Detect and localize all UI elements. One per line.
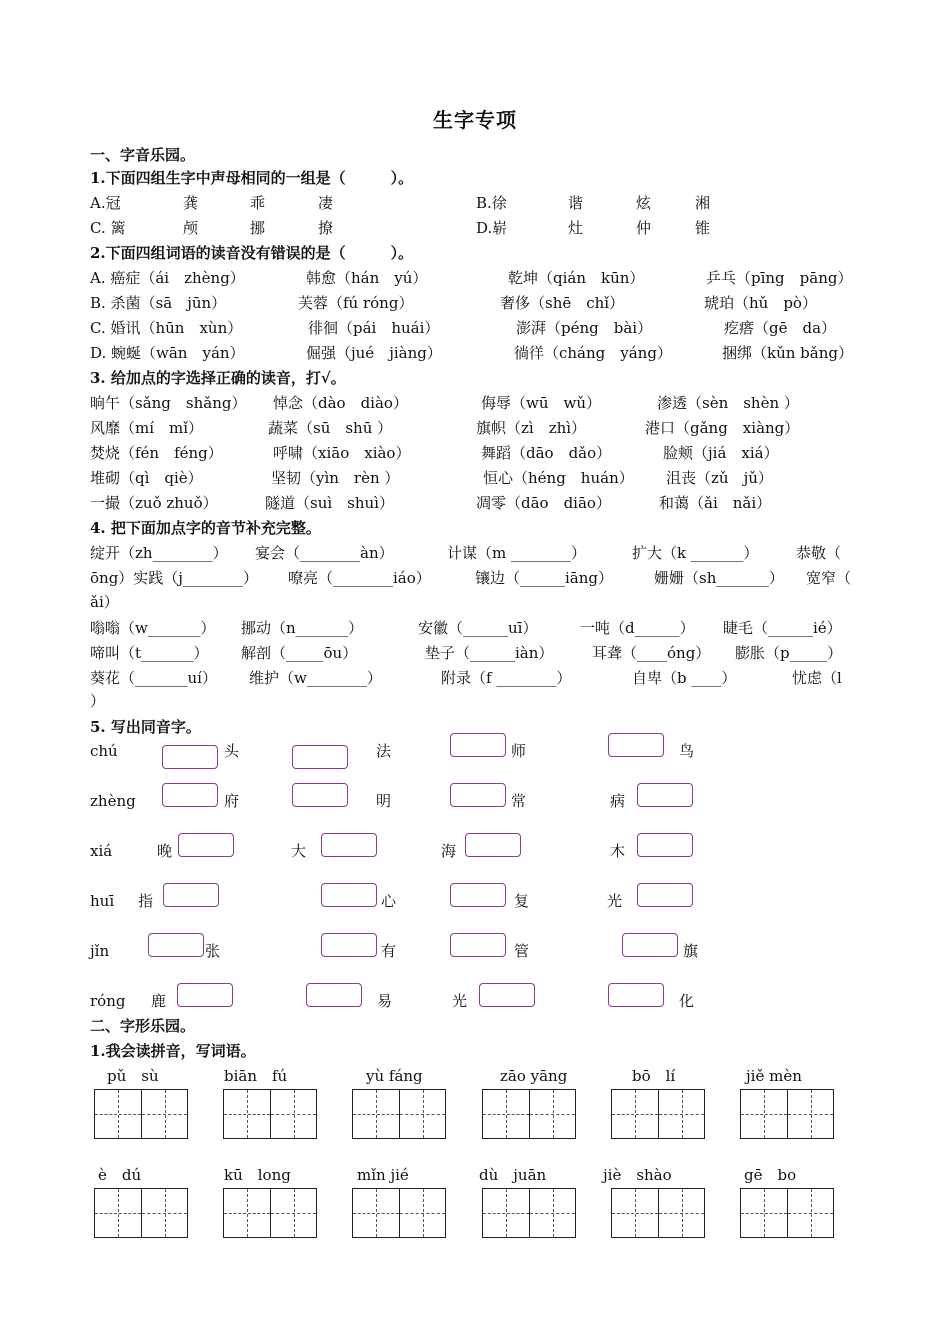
answer-box[interactable]	[321, 833, 377, 857]
pinyin-label: yù fáng	[366, 1067, 423, 1085]
char-text: 大	[291, 842, 307, 860]
writing-grid[interactable]	[223, 1089, 317, 1139]
writing-grid[interactable]	[611, 1089, 705, 1139]
answer-box[interactable]	[148, 933, 204, 957]
fill-item: 计谋（m ________）	[447, 544, 586, 562]
writing-grid[interactable]	[482, 1188, 576, 1238]
option-text: C. 篱	[90, 219, 126, 237]
pinyin-label: pǔ sù	[107, 1067, 159, 1085]
option-text: 芙蓉（fú róng）	[298, 294, 414, 312]
item-text: 堆砌（qì qiè）	[90, 469, 203, 487]
pinyin-label: mǐn jié	[357, 1166, 409, 1184]
option-text: C. 婚讯（hūn xùn）	[90, 319, 243, 337]
fill-item: ǎi）	[90, 593, 119, 611]
option-text: B. 杀菌（sā jūn）	[90, 294, 227, 312]
pinyin-label: dù juān	[479, 1166, 547, 1184]
answer-box[interactable]	[306, 983, 362, 1007]
pinyin-label: róng	[90, 992, 126, 1010]
item-text: 渗透（sèn shèn ）	[657, 394, 799, 412]
item-text: 恒心（héng huán）	[483, 469, 634, 487]
fill-item: 自卑（b ____）	[632, 669, 737, 687]
fill-item: 耳聋（____óng）	[592, 644, 711, 662]
fill-item: 宴会（________àn）	[255, 544, 394, 562]
writing-grid[interactable]	[740, 1089, 834, 1139]
question-stem: 3. 给加点的字选择正确的读音，打√。	[90, 369, 346, 387]
item-text: 和蔼（ǎi nǎi）	[659, 494, 772, 512]
item-text: 港口（gǎng xiàng）	[645, 419, 800, 437]
writing-grid[interactable]	[740, 1188, 834, 1238]
writing-grid[interactable]	[94, 1089, 188, 1139]
answer-box[interactable]	[450, 883, 506, 907]
writing-grid[interactable]	[223, 1188, 317, 1238]
item-text: 呼啸（xiāo xiào）	[273, 444, 411, 462]
item-text: 坚韧（yìn rèn ）	[271, 469, 400, 487]
pinyin-label: jǐn	[90, 942, 110, 960]
fill-item: 恭敬（	[796, 544, 842, 562]
writing-grid[interactable]	[482, 1089, 576, 1139]
answer-box[interactable]	[608, 983, 664, 1007]
pinyin-label: zāo yāng	[500, 1067, 568, 1085]
option-text: 凄	[318, 194, 334, 212]
answer-box[interactable]	[292, 783, 348, 807]
writing-grid[interactable]	[352, 1089, 446, 1139]
fill-item: 垫子（______iàn）	[425, 644, 554, 662]
option-text: 锥	[695, 219, 711, 237]
writing-grid[interactable]	[94, 1188, 188, 1238]
answer-box[interactable]	[608, 733, 664, 757]
item-text: 一撮（zuǒ zhuǒ）	[90, 494, 218, 512]
char-text: 病	[610, 792, 626, 810]
answer-box[interactable]	[465, 833, 521, 857]
char-text: 易	[377, 992, 393, 1010]
pinyin-label: jiè shào	[603, 1166, 672, 1184]
fill-item: 一吨（d______）	[580, 619, 695, 637]
option-text: 捆绑（kǔn bǎng）	[722, 344, 853, 362]
char-text: 心	[381, 892, 397, 910]
answer-box[interactable]	[177, 983, 233, 1007]
page-title: 生字专项	[433, 108, 517, 132]
item-text: 脸颊（jiá xiá）	[663, 444, 779, 462]
char-text: 明	[376, 792, 392, 810]
fill-item: 维护（w________）	[249, 669, 382, 687]
question-stem: 1.我会读拼音，写词语。	[90, 1042, 256, 1060]
item-text: 凋零（dāo diāo）	[476, 494, 611, 512]
option-text: 湘	[695, 194, 711, 212]
answer-box[interactable]	[162, 745, 218, 769]
item-text: 沮丧（zǔ jǔ）	[666, 469, 773, 487]
pinyin-label: bō lí	[632, 1067, 676, 1085]
char-text: 光	[452, 992, 468, 1010]
answer-box[interactable]	[450, 783, 506, 807]
char-text: 头	[224, 742, 240, 760]
char-text: 常	[511, 792, 527, 810]
option-text: 撩	[318, 219, 334, 237]
fill-item: 睫毛（______ié）	[723, 619, 842, 637]
char-text: 晚	[157, 842, 173, 860]
option-text: 灶	[568, 219, 584, 237]
item-text: 悼念（dào diào）	[273, 394, 408, 412]
answer-box[interactable]	[479, 983, 535, 1007]
pinyin-label: xiá	[90, 842, 113, 860]
char-text: 旗	[683, 942, 699, 960]
answer-box[interactable]	[622, 933, 678, 957]
answer-box[interactable]	[637, 833, 693, 857]
question-stem: 1.下面四组生字中声母相同的一组是（ ）。	[90, 169, 414, 187]
writing-grid[interactable]	[611, 1188, 705, 1238]
char-text: 鹿	[151, 992, 167, 1010]
option-text: 乾坤（qián kūn）	[508, 269, 645, 287]
pinyin-label: chú	[90, 742, 118, 760]
fill-item: 嘹亮（________iáo）	[288, 569, 431, 587]
fill-item: 扩大（k _______）	[632, 544, 759, 562]
item-text: 旗帜（zì zhì）	[476, 419, 587, 437]
pinyin-label: jiě mèn	[746, 1067, 802, 1085]
fill-item: 膨胀（p_____）	[735, 644, 843, 662]
fill-item: 葵花（_______uí）	[90, 669, 217, 687]
pinyin-label: kū long	[224, 1166, 291, 1184]
answer-box[interactable]	[321, 883, 377, 907]
fill-item: 解剖（_____ōu）	[241, 644, 358, 662]
pinyin-label: è dú	[98, 1166, 142, 1184]
fill-item: 忧虑（l	[792, 669, 842, 687]
char-text: 木	[610, 842, 626, 860]
option-text: 炫	[636, 194, 652, 212]
char-text: 府	[224, 792, 240, 810]
option-text: 挪	[250, 219, 266, 237]
fill-item: 挪动（n_______）	[241, 619, 364, 637]
char-text: 复	[514, 892, 530, 910]
option-text: 琥珀（hǔ pò）	[704, 294, 817, 312]
answer-box[interactable]	[178, 833, 234, 857]
option-text: 乖	[250, 194, 266, 212]
answer-box[interactable]	[292, 745, 348, 769]
option-text: A. 癌症（ái zhèng）	[90, 269, 245, 287]
option-text: 龚	[183, 194, 199, 212]
fill-item: 镶边（______iāng）	[475, 569, 614, 587]
option-text: 韩愈（hán yú）	[306, 269, 428, 287]
option-text: B.徐	[476, 194, 507, 212]
char-text: 指	[138, 892, 154, 910]
answer-box[interactable]	[637, 783, 693, 807]
option-text: A.冠	[90, 194, 121, 212]
writing-grid[interactable]	[352, 1188, 446, 1238]
option-text: 颅	[183, 219, 199, 237]
fill-item: 姗姗（sh_______）	[654, 569, 784, 587]
char-text: 光	[607, 892, 623, 910]
section-heading: 二、字形乐园。	[90, 1017, 196, 1035]
item-text: 舞蹈（dāo dǎo）	[481, 444, 612, 462]
pinyin-label: gē bo	[744, 1166, 797, 1184]
item-text: 晌午（sǎng shǎng）	[90, 394, 247, 412]
pinyin-label: zhèng	[90, 792, 136, 810]
char-text: 鸟	[679, 742, 695, 760]
pinyin-label: biān fú	[224, 1067, 288, 1085]
answer-box[interactable]	[163, 883, 219, 907]
char-text: 管	[514, 942, 530, 960]
option-text: 乒乓（pīng pāng）	[706, 269, 853, 287]
item-text: 隧道（suì shuì）	[265, 494, 394, 512]
item-text: 蔬菜（sū shū ）	[268, 419, 393, 437]
answer-box[interactable]	[321, 933, 377, 957]
option-text: 奢侈（shē chǐ）	[500, 294, 625, 312]
option-text: 谐	[568, 194, 584, 212]
option-text: 仲	[636, 219, 652, 237]
answer-box[interactable]	[450, 733, 506, 757]
char-text: 有	[381, 942, 397, 960]
fill-item: ōng）实践（j________）	[90, 569, 258, 587]
fill-item: 嗡嗡（w_______）	[90, 619, 216, 637]
char-text: 师	[511, 742, 527, 760]
fill-item: 宽窄（	[806, 569, 852, 587]
question-stem: 2.下面四组词语的读音没有错误的是（ ）。	[90, 244, 414, 262]
pinyin-label: huī	[90, 892, 115, 910]
question-stem: 4. 把下面加点字的音节补充完整。	[90, 519, 321, 537]
answer-box[interactable]	[450, 933, 506, 957]
answer-box[interactable]	[162, 783, 218, 807]
option-text: D.崭	[476, 219, 508, 237]
question-stem: 5. 写出同音字。	[90, 718, 201, 736]
fill-item: ）	[90, 692, 106, 710]
option-text: 徜徉（cháng yáng）	[514, 344, 672, 362]
option-text: 徘徊（pái huái）	[308, 319, 440, 337]
section-heading: 一、字音乐园。	[90, 146, 196, 164]
fill-item: 附录（f ________）	[441, 669, 572, 687]
item-text: 风靡（mí mǐ）	[90, 419, 204, 437]
fill-item: 安徽（______uī）	[418, 619, 538, 637]
char-text: 海	[441, 842, 457, 860]
char-text: 张	[205, 942, 221, 960]
option-text: D. 蜿蜒（wān yán）	[90, 344, 245, 362]
fill-item: 绽开（zh________）	[90, 544, 228, 562]
item-text: 焚烧（fén féng）	[90, 444, 223, 462]
option-text: 澎湃（péng bài）	[516, 319, 653, 337]
option-text: 倔强（jué jiàng）	[306, 344, 442, 362]
char-text: 化	[679, 992, 695, 1010]
fill-item: 啼叫（t_______）	[90, 644, 209, 662]
item-text: 侮辱（wū wǔ）	[481, 394, 602, 412]
option-text: 疙瘩（gē da）	[724, 319, 837, 337]
answer-box[interactable]	[637, 883, 693, 907]
char-text: 法	[376, 742, 392, 760]
